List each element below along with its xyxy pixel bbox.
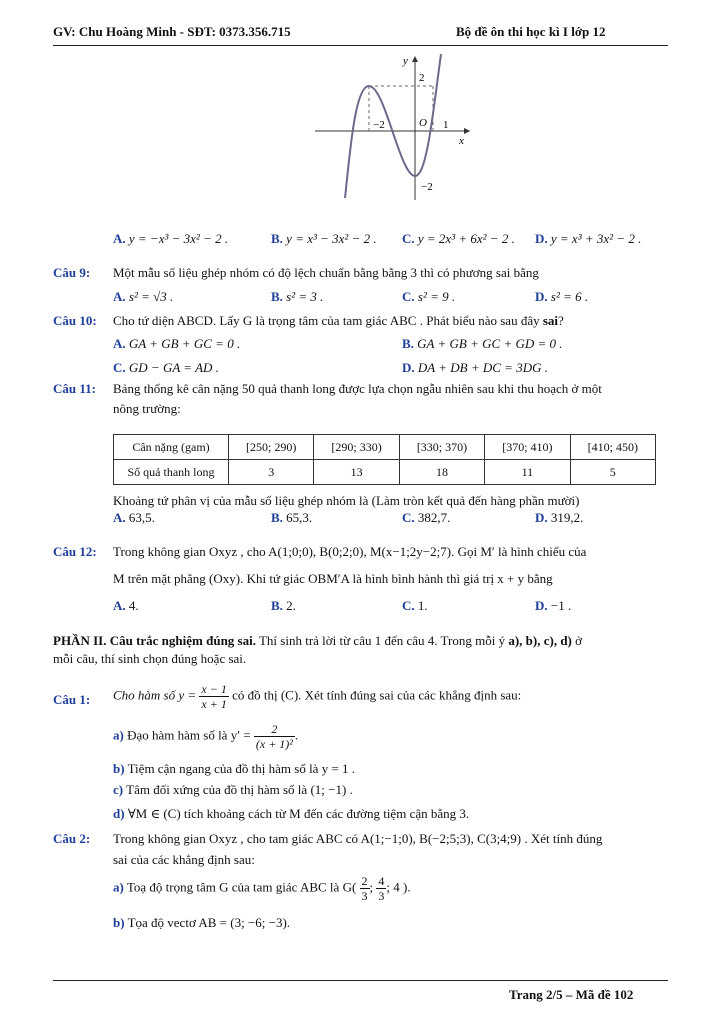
p2q2-text-line2: sai của các khẳng định sau: <box>113 852 255 867</box>
q12-text-line1: Trong không gian Oxyz , cho A(1;0;0), B(0;2;0), M(x−1;2y−2;7). Gọi M′ là hình chiếu của <box>113 544 587 559</box>
q9-option-d: D. s² = 6 . <box>535 289 589 304</box>
table-cell: 3 <box>229 460 314 485</box>
table-row <box>114 460 656 485</box>
cubic-graph <box>315 52 475 202</box>
table-cell: [410; 450) <box>570 435 655 460</box>
q8-option-a: A. y = −x³ − 3x² − 2 . <box>113 231 229 246</box>
p2q2-text-line1: Trong không gian Oxyz , cho tam giác ABC có A(1;−1;0), B(−2;5;3), C(3;4;9) . Xét tính đúng <box>113 831 603 846</box>
q12-text-line2: M trên mặt phẳng (Oxy). Khi tứ giác OBM′A là hình bình hành thì giá trị x + y bằng <box>113 571 553 586</box>
header-divider <box>53 45 668 46</box>
q12-option-a: A. 4. <box>113 598 139 613</box>
table-cell: [290; 330) <box>314 435 399 460</box>
header-title: Bộ đề ôn thi học kì I lớp 12 <box>456 24 606 39</box>
q11-text-after: Khoảng tứ phân vị của mẫu số liệu ghép nhóm là (Làm tròn kết quả đến hàng phần mười) <box>113 493 580 508</box>
tick-label-2: 2 <box>419 72 425 84</box>
q8-option-d: D. y = x³ + 3x² − 2 . <box>535 231 642 246</box>
q11-text-line2: nông trường: <box>113 401 181 416</box>
table-cell: Cân nặng (gam) <box>114 435 229 460</box>
q10-label: Câu 10: <box>53 313 97 328</box>
table-cell: 5 <box>570 460 655 485</box>
q11-option-b: B. 65,3. <box>271 510 313 525</box>
q9-label: Câu 9: <box>53 265 91 280</box>
table-cell: 11 <box>485 460 570 485</box>
q8-option-b: B. y = x³ − 3x² − 2 . <box>271 231 377 246</box>
tick-label-neg2-x: −2 <box>373 119 385 131</box>
p2q1-label: Câu 1: <box>53 692 91 707</box>
p2q1-derivative-fraction: $\frac{2}{\text{(x + 1)²}}$ <box>255 722 293 751</box>
table-cell: [250; 290) <box>229 435 314 460</box>
p2q2-fraction-x: $\frac{2}{3}$ <box>361 874 368 903</box>
q12-label: Câu 12: <box>53 544 97 559</box>
table-cell: Số quả thanh long <box>114 460 229 485</box>
q8-option-c: C. y = 2x³ + 6x² − 2 . <box>402 231 515 246</box>
p2q1-statement-b: b) Tiệm cận ngang của đồ thị hàm số là y = 1 . <box>113 761 356 776</box>
p2q1-statement-c: c) Tâm đối xứng của đồ thị hàm số là (1; −1) . <box>113 782 353 797</box>
q10-option-c: C. GD − GA = AD . <box>113 360 219 375</box>
part2-heading: PHẦN II. Câu trắc nghiệm đúng sai. Thí sinh trả lời từ câu 1 đến câu 4. Trong mỗi ý a), b), c), d) ở <box>53 633 582 648</box>
q9-option-a: A. s² = √3 . <box>113 289 174 304</box>
q11-text-line1: Bảng thống kê cân nặng 50 quả thanh long được lựa chọn ngẫu nhiên sau khi thu hoạch ở một <box>113 381 602 396</box>
q10-option-a: A. GA + GB + GC = 0 . <box>113 336 241 351</box>
tick-label-1: 1 <box>443 119 449 131</box>
q11-option-d: D. 319,2. <box>535 510 584 525</box>
footer-divider <box>53 980 668 981</box>
tick-label-neg2-y: −2 <box>421 181 433 193</box>
q9-option-c: C. s² = 9 . <box>402 289 456 304</box>
q10-option-d: D. DA + DB + DC = 3DG . <box>402 360 548 375</box>
q11-frequency-table <box>113 434 656 485</box>
y-axis-arrow-icon <box>412 56 418 62</box>
q11-label: Câu 11: <box>53 381 96 396</box>
part2-heading-line2: mỗi câu, thí sinh chọn đúng hoặc sai. <box>53 651 247 666</box>
y-label: y <box>403 55 408 67</box>
table-cell: 13 <box>314 460 399 485</box>
p2q1-statement-a: a) Đạo hàm hàm số là y′ = $\frac{2}{\text{(x + 1)²}}$ . <box>113 722 299 751</box>
x-axis-arrow-icon <box>464 128 470 134</box>
q12-option-d: D. −1 . <box>535 598 572 613</box>
x-label: x <box>459 135 464 147</box>
p2q2-statement-b: b) Tọa độ vectơ AB = (3; −6; −3). <box>113 915 291 930</box>
table-row <box>114 435 656 460</box>
p2q1-text: Cho hàm số y = $\frac{x - 1}{x + 1}$ có đồ thị (C). Xét tính đúng sai của các khẳng định sau: <box>113 682 522 711</box>
header-author: GV: Chu Hoàng Minh - SĐT: 0373.356.715 <box>53 24 291 39</box>
q11-option-c: C. 382,7. <box>402 510 451 525</box>
q9-option-b: B. s² = 3 . <box>271 289 324 304</box>
p2q2-fraction-y: $\frac{4}{3}$ <box>378 874 385 903</box>
q9-text: Một mẫu số liệu ghép nhóm có độ lệch chuẩn bằng bằng 3 thì có phương sai bằng <box>113 265 539 280</box>
q12-option-b: B. 2. <box>271 598 296 613</box>
q10-text: Cho tứ diện ABCD. Lấy G là trọng tâm của tam giác ABC . Phát biểu nào sau đây sai? <box>113 313 564 328</box>
q10-option-b: B. GA + GB + GC + GD = 0 . <box>402 336 563 351</box>
origin-label: O <box>419 117 427 129</box>
p2q2-statement-a: a) Toạ độ trọng tâm G của tam giác ABC là G( $\frac{2}{3}$ ; $\frac{4}{3}$ ; 4 ). <box>113 874 411 903</box>
table-cell: 18 <box>399 460 484 485</box>
p2q2-label: Câu 2: <box>53 831 91 846</box>
q11-option-a: A. 63,5. <box>113 510 155 525</box>
q12-option-c: C. 1. <box>402 598 428 613</box>
table-cell: [330; 370) <box>399 435 484 460</box>
p2q1-fraction: $\frac{x - 1}{x + 1}$ <box>201 682 227 711</box>
p2q1-statement-d: d) ∀M ∈ (C) tích khoảng cách từ M đến các đường tiệm cận bằng 3. <box>113 806 470 821</box>
footer-page-number: Trang 2/5 – Mã đề 102 <box>509 987 634 1002</box>
table-cell: [370; 410) <box>485 435 570 460</box>
